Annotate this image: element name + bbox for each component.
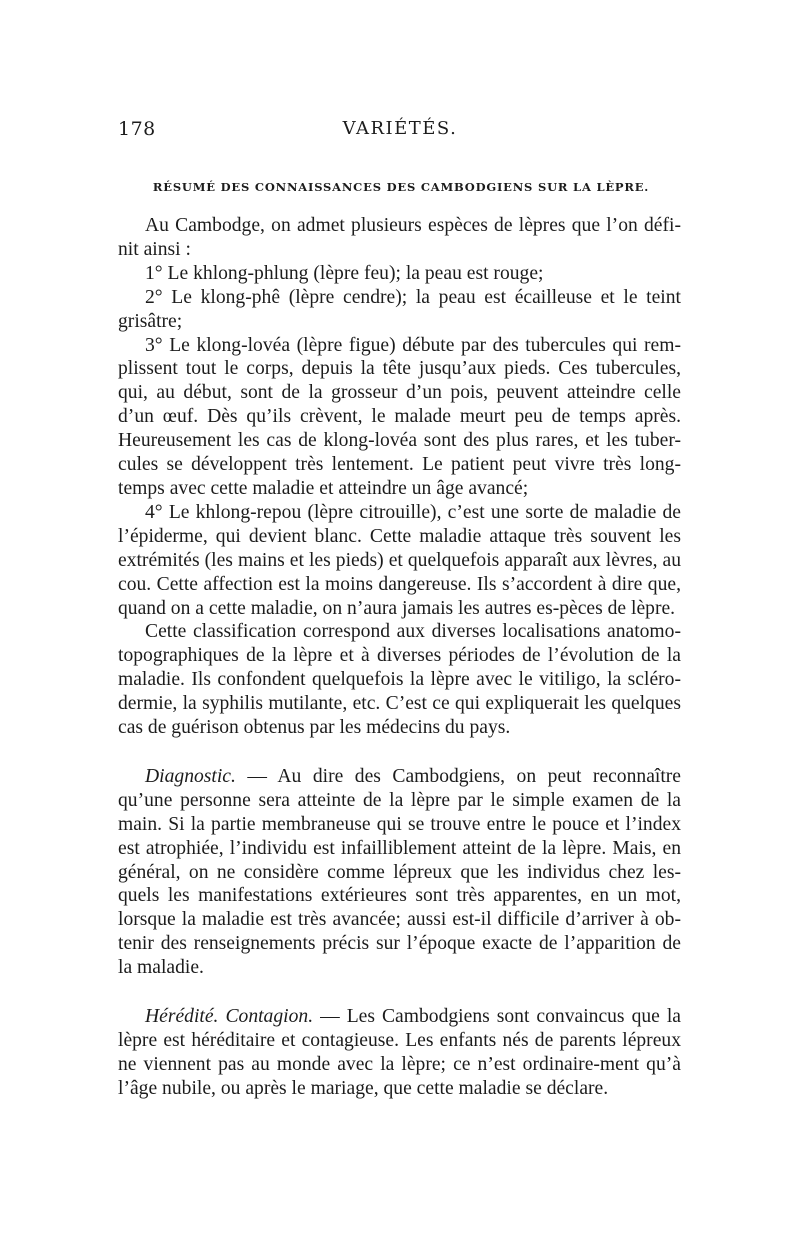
paragraph-item-4: 4° Le khlong-repou (lèpre citrouille), c’est une sorte de maladie de l’épiderme, qui devient blanc. Cette maladie attaque très souvent les extrémités (les mains et les pieds) et quelquefois apparaît aux lèvres, au cou. Cette affection est la moins dangereuse. Ils s’accordent à dire que, quand on a cette maladie, on n’aura jamais les autres es-pèces de lèpre.	[118, 501, 681, 619]
section-title: RÉSUMÉ DES CONNAISSANCES DES CAMBODGIENS SUR LA LÈPRE.	[152, 180, 650, 194]
heredite-text: — Les Cambodgiens sont convaincus que la lèpre est héréditaire et contagieuse. Les enfants nés de parents lépreux ne viennent pas au monde avec la lèpre; ce n’est ordinaire-ment qu’à l’âge nubile, ou après le mariage, que cette maladie se déclare.	[118, 1006, 681, 1099]
heredite-heading: Hérédité. Contagion.	[145, 1006, 314, 1028]
paragraph-item-3: 3° Le klong-lovéa (lèpre figue) débute par des tubercules qui rem-plissent tout le corps, depuis la tête jusqu’aux pieds. Ces tubercules, qui, au début, sont de la grosseur d’un pois, peuvent atteindre celle d’un œuf. Dès qu’ils crèvent, le malade meurt peu de temps après. Heureusement les cas de klong-lovéa sont des plus rares, et les tuber-cules se développent très lentement. Le patient peut vivre très long-temps avec cette maladie et atteindre un âge avancé;	[118, 334, 681, 499]
paragraph-item-1: 1° Le khlong-phlung (lèpre feu); la peau est rouge;	[145, 262, 544, 284]
diagnostic-text: — Au dire des Cambodgiens, on peut reconnaître qu’une personne sera atteinte de la lèpre par le simple examen de la main. Si la partie membraneuse qui se trouve entre le pouce et l’index est atrophiée, l’individu est infailliblement atteint de la lèpre. Mais, en général, on ne considère comme lépreux que les individus chez les-quels les manifestations extérieures sont très apparentes, en un mot, lorsque la maladie est très avancée; aussi est-il difficile d’arriver à ob-tenir des renseignements précis sur l’époque exacte de l’apparition de la maladie.	[118, 765, 681, 979]
paragraph-classification: Cette classification correspond aux diverses localisations anatomo-topographiques de la lèpre et à diverses périodes de l’évolution de la maladie. Ils confondent quelquefois la lèpre avec le vitiligo, la scléro-dermie, la syphilis mutilante, etc. C’est ce qui expliquerait les quelques cas de guérison obtenus par les médecins du pays.	[118, 621, 681, 739]
paragraph-item-2: 2° Le klong-phê (lèpre cendre); la peau est écailleuse et le teint grisâtre;	[118, 286, 681, 332]
running-title: VARIÉTÉS.	[342, 118, 458, 139]
body-text	[118, 214, 681, 1101]
diagnostic-heading: Diagnostic.	[145, 765, 236, 787]
paragraph-heredite	[118, 1005, 681, 1101]
page-header	[118, 118, 682, 148]
page-number: 178	[118, 118, 156, 140]
paragraph-intro: Au Cambodge, on admet plusieurs espèces de lèpres que l’on défi-nit ainsi :	[118, 215, 681, 260]
paragraph-diagnostic	[118, 765, 681, 980]
